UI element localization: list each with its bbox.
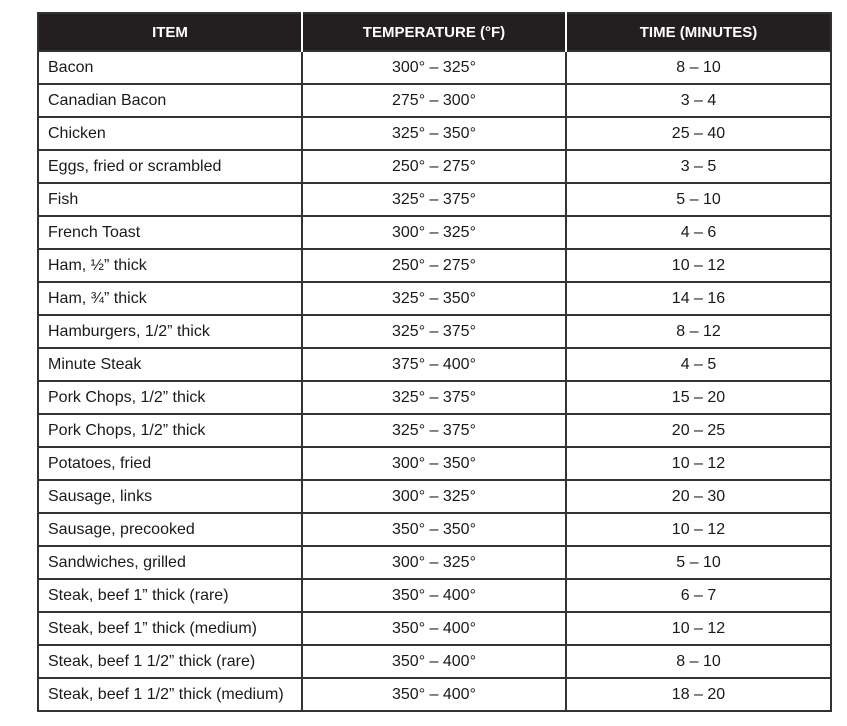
time-cell: 8 – 10 [566, 645, 831, 678]
table-row [38, 183, 831, 216]
table-row [38, 51, 831, 84]
item-cell: Steak, beef 1” thick (rare) [38, 579, 302, 612]
item-cell: Steak, beef 1 1/2” thick (rare) [38, 645, 302, 678]
time-cell: 10 – 12 [566, 513, 831, 546]
item-cell: Sausage, precooked [38, 513, 302, 546]
table-row [38, 282, 831, 315]
column-header-temperature: TEMPERATURE (°F) [302, 13, 566, 51]
temperature-cell: 275° – 300° [302, 84, 566, 117]
temperature-cell: 300° – 325° [302, 51, 566, 84]
item-cell: Pork Chops, 1/2” thick [38, 381, 302, 414]
item-cell: Sausage, links [38, 480, 302, 513]
time-cell: 25 – 40 [566, 117, 831, 150]
time-cell: 4 – 5 [566, 348, 831, 381]
time-cell: 10 – 12 [566, 612, 831, 645]
item-cell: Potatoes, fried [38, 447, 302, 480]
table-row [38, 612, 831, 645]
temperature-cell: 325° – 375° [302, 315, 566, 348]
item-cell: Steak, beef 1” thick (medium) [38, 612, 302, 645]
time-cell: 3 – 5 [566, 150, 831, 183]
header-row [38, 13, 831, 51]
item-cell: Fish [38, 183, 302, 216]
table-row [38, 513, 831, 546]
item-cell: Eggs, fried or scrambled [38, 150, 302, 183]
table-body [38, 51, 831, 711]
temperature-cell: 250° – 275° [302, 249, 566, 282]
cooking-chart-table [37, 12, 832, 712]
temperature-cell: 350° – 350° [302, 513, 566, 546]
item-cell: Bacon [38, 51, 302, 84]
time-cell: 15 – 20 [566, 381, 831, 414]
table-row [38, 414, 831, 447]
time-cell: 8 – 10 [566, 51, 831, 84]
table-row [38, 381, 831, 414]
table-row [38, 480, 831, 513]
time-cell: 4 – 6 [566, 216, 831, 249]
item-cell: Sandwiches, grilled [38, 546, 302, 579]
table-row [38, 249, 831, 282]
item-cell: Minute Steak [38, 348, 302, 381]
temperature-cell: 375° – 400° [302, 348, 566, 381]
table-row [38, 579, 831, 612]
time-cell: 20 – 30 [566, 480, 831, 513]
temperature-cell: 350° – 400° [302, 612, 566, 645]
time-cell: 6 – 7 [566, 579, 831, 612]
temperature-cell: 325° – 350° [302, 282, 566, 315]
table-row [38, 447, 831, 480]
table-row [38, 84, 831, 117]
time-cell: 5 – 10 [566, 546, 831, 579]
column-header-time: TIME (MINUTES) [566, 13, 831, 51]
item-cell: Ham, ¾” thick [38, 282, 302, 315]
table-row [38, 348, 831, 381]
table-row [38, 150, 831, 183]
temperature-cell: 325° – 350° [302, 117, 566, 150]
table-row [38, 216, 831, 249]
temperature-cell: 300° – 325° [302, 216, 566, 249]
item-cell: Pork Chops, 1/2” thick [38, 414, 302, 447]
table-row [38, 678, 831, 711]
time-cell: 10 – 12 [566, 249, 831, 282]
time-cell: 10 – 12 [566, 447, 831, 480]
temperature-cell: 350° – 400° [302, 579, 566, 612]
temperature-cell: 250° – 275° [302, 150, 566, 183]
item-cell: Ham, ½” thick [38, 249, 302, 282]
table-row [38, 117, 831, 150]
time-cell: 14 – 16 [566, 282, 831, 315]
temperature-cell: 325° – 375° [302, 381, 566, 414]
item-cell: French Toast [38, 216, 302, 249]
time-cell: 8 – 12 [566, 315, 831, 348]
time-cell: 20 – 25 [566, 414, 831, 447]
table-header [38, 13, 831, 51]
item-cell: Hamburgers, 1/2” thick [38, 315, 302, 348]
temperature-cell: 325° – 375° [302, 183, 566, 216]
temperature-cell: 350° – 400° [302, 645, 566, 678]
temperature-cell: 300° – 350° [302, 447, 566, 480]
time-cell: 18 – 20 [566, 678, 831, 711]
table-row [38, 315, 831, 348]
column-header-item: ITEM [38, 13, 302, 51]
time-cell: 3 – 4 [566, 84, 831, 117]
item-cell: Steak, beef 1 1/2” thick (medium) [38, 678, 302, 711]
item-cell: Chicken [38, 117, 302, 150]
item-cell: Canadian Bacon [38, 84, 302, 117]
table-row [38, 645, 831, 678]
time-cell: 5 – 10 [566, 183, 831, 216]
temperature-cell: 300° – 325° [302, 546, 566, 579]
temperature-cell: 325° – 375° [302, 414, 566, 447]
temperature-cell: 350° – 400° [302, 678, 566, 711]
temperature-cell: 300° – 325° [302, 480, 566, 513]
table-row [38, 546, 831, 579]
